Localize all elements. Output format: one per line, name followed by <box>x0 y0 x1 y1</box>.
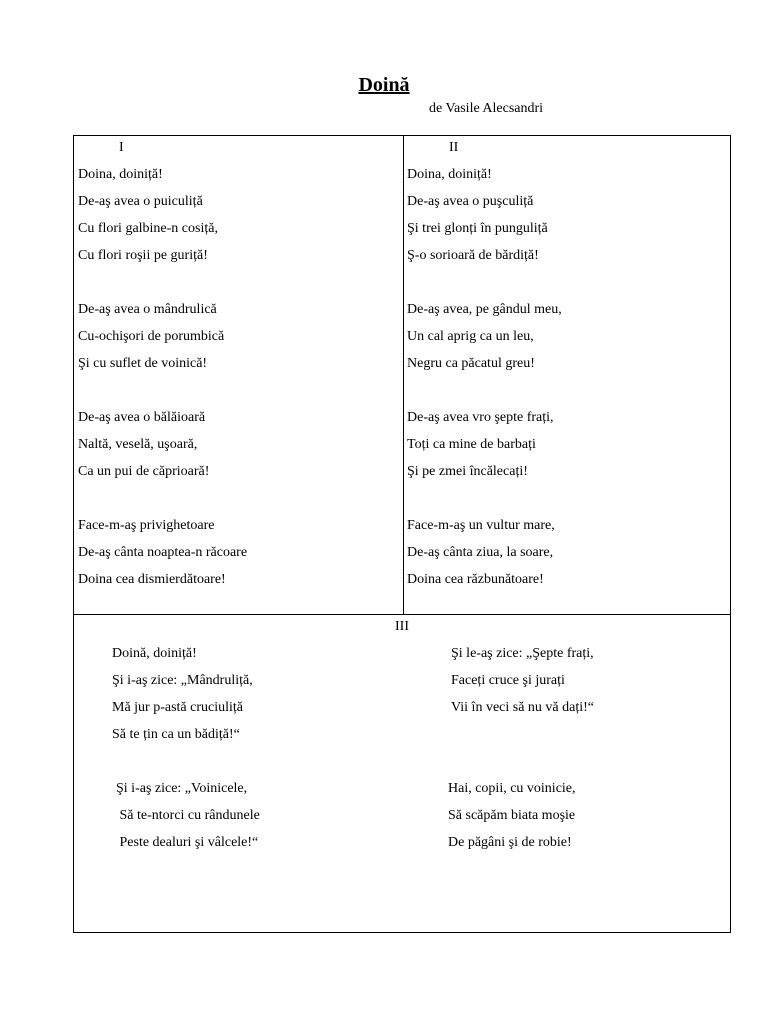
section-number-2: II <box>449 140 459 155</box>
verse-line: Doina cea răzbunătoare! <box>407 572 544 587</box>
poem-table <box>73 135 731 933</box>
verse-line: De-aş avea o puşculiță <box>407 194 534 209</box>
verse-line: Naltă, veselă, uşoară, <box>78 437 198 452</box>
stanza <box>407 296 562 377</box>
verse-line: Şi le-aş zice: „Şepte frați, <box>451 646 594 661</box>
section-number-3: III <box>395 619 409 634</box>
verse-line: Vii în veci să nu vă dați!“ <box>451 700 595 715</box>
stanza <box>448 775 576 856</box>
verse-line: Ş-o sorioară de bărdiță! <box>407 248 539 263</box>
verse-line: De-aş avea vro şepte frați, <box>407 410 554 425</box>
stanza <box>78 512 247 593</box>
verse-line: Face-m-aş privighetoare <box>78 518 215 533</box>
section-3-left-text-2 <box>116 775 260 856</box>
stanza <box>78 161 247 269</box>
verse-line: Un cal aprig ca un leu, <box>407 329 534 344</box>
verse-line: Hai, copii, cu voinicie, <box>448 781 576 796</box>
verse-line: Cu flori galbine-n cosiță, <box>78 221 218 236</box>
verse-line: De-aş avea, pe gândul meu, <box>407 302 562 317</box>
verse-line: Şi pe zmei încălecați! <box>407 464 528 479</box>
poem-title: Doină <box>358 74 410 96</box>
section-2-text <box>407 161 562 593</box>
verse-line: Cu flori roşii pe guriță! <box>78 248 208 263</box>
verse-line: Să scăpăm biata moşie <box>448 808 576 823</box>
verse-line: De-aş cânta noaptea-n răcoare <box>78 545 248 560</box>
verse-line: Să te țin ca un bădiță!“ <box>112 727 240 742</box>
verse-line: Faceți cruce şi jurați <box>451 673 565 688</box>
verse-line: Să te-ntorci cu rândunele <box>116 808 260 823</box>
verse-line: Şi i-aş zice: „Mândruliță, <box>112 673 253 688</box>
section-3-right-text-2 <box>448 775 576 856</box>
verse-line: Doina, doiniță! <box>78 167 163 182</box>
stanza <box>407 512 562 593</box>
stanza <box>112 640 253 748</box>
stanza <box>78 404 247 485</box>
row-divider <box>74 614 730 615</box>
verse-line: Cu-ochişori de porumbică <box>78 329 225 344</box>
stanza <box>116 775 260 856</box>
stanza <box>451 640 594 721</box>
stanza <box>407 161 562 269</box>
section-1-text <box>78 161 247 593</box>
verse-line: Face-m-aş un vultur mare, <box>407 518 555 533</box>
verse-line: De-aş cânta ziua, la soare, <box>407 545 554 560</box>
section-number-1: I <box>119 140 124 155</box>
verse-line: Negru ca păcatul greu! <box>407 356 535 371</box>
verse-line: De-aş avea o puiculiță <box>78 194 203 209</box>
poem-author: de Vasile Alecsandri <box>429 101 544 116</box>
column-divider <box>403 136 404 614</box>
verse-line: De păgâni şi de robie! <box>448 835 572 850</box>
verse-line: Doina, doiniță! <box>407 167 492 182</box>
section-3-right-text <box>451 640 594 721</box>
verse-line: Doină, doiniță! <box>112 646 197 661</box>
verse-line: Toți ca mine de barbați <box>407 437 536 452</box>
stanza <box>407 404 562 485</box>
section-3-left-text <box>112 640 253 748</box>
verse-line: Şi i-aş zice: „Voinicele, <box>116 781 248 796</box>
verse-line: Peste dealuri şi vâlcele!“ <box>116 835 259 850</box>
verse-line: De-aş avea o mândrulică <box>78 302 217 317</box>
verse-line: Şi cu suflet de voinică! <box>78 356 208 371</box>
verse-line: Şi trei glonți în punguliță <box>407 221 548 236</box>
verse-line: Ca un pui de căprioară! <box>78 464 210 479</box>
verse-line: Mă jur p-astă cruciuliță <box>112 700 244 715</box>
verse-line: De-aş avea o bălăioară <box>78 410 206 425</box>
verse-line: Doina cea dismierdătoare! <box>78 572 226 587</box>
stanza <box>78 296 247 377</box>
